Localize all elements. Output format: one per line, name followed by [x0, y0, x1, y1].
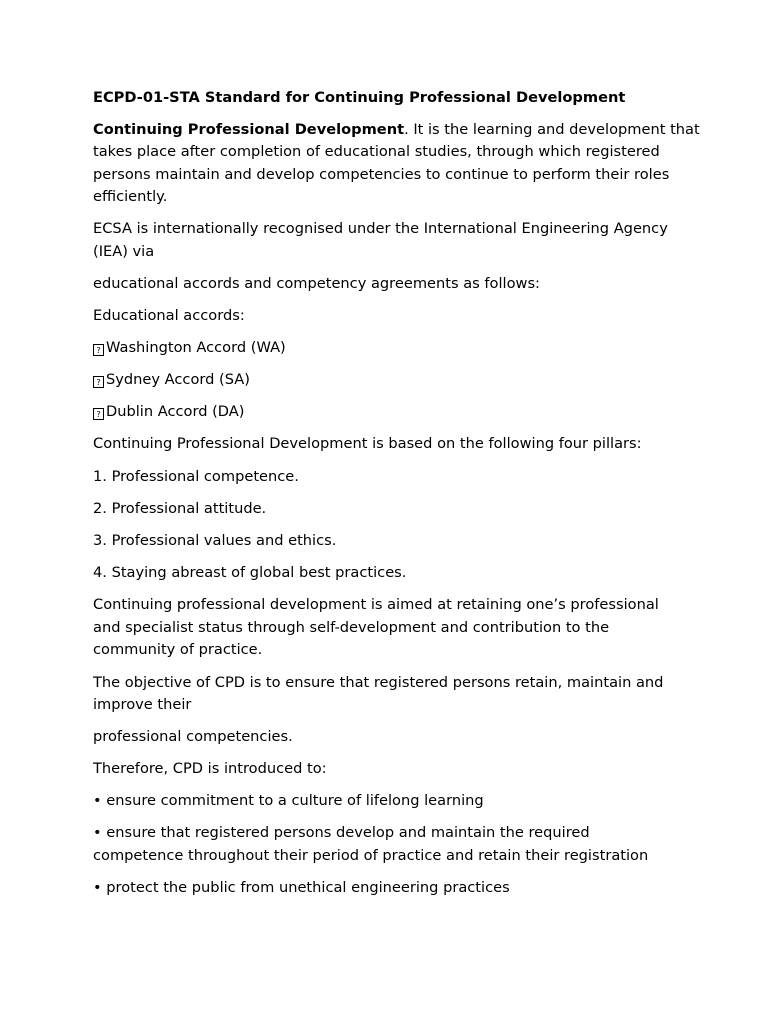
intro-line-2: takes place after completion of educational studies, through which registered: [93, 143, 660, 160]
missing-glyph-icon: ?: [93, 344, 104, 356]
purpose-item-competence-line-1: • ensure that registered persons develop and maintain the required: [93, 824, 590, 841]
therefore-line: Therefore, CPD is introduced to:: [93, 760, 327, 777]
accord-item-dublin: [93, 401, 693, 424]
pillar-item: 4. Staying abreast of global best practices.: [93, 564, 407, 581]
pillar-item: 1. Professional competence.: [93, 468, 299, 485]
purpose-item-protect: • protect the public from unethical engineering practices: [93, 879, 510, 896]
missing-glyph-icon: ?: [93, 408, 104, 420]
accords-intro: educational accords and competency agreements as follows:: [93, 275, 540, 292]
aim-line-3: community of practice.: [93, 641, 263, 658]
ecsa-line-2: (IEA) via: [93, 243, 155, 260]
intro-line-1: [93, 119, 700, 142]
aim-line-1: Continuing professional development is aimed at retaining one’s professional: [93, 596, 659, 613]
aim-line-2: and specialist status through self-development and contribution to the: [93, 619, 610, 636]
intro-line-1-rest: . It is the learning and development that: [404, 121, 700, 138]
purpose-item-lifelong: • ensure commitment to a culture of lifelong learning: [93, 792, 484, 809]
pillars-intro: Continuing Professional Development is based on the following four pillars:: [93, 435, 642, 452]
accord-item-sydney: [93, 369, 693, 392]
objective-line-1: The objective of CPD is to ensure that registered persons retain, maintain and: [93, 674, 664, 691]
missing-glyph-icon: ?: [93, 376, 104, 388]
accord-label: Dublin Accord (DA): [106, 403, 245, 420]
objective-line-2: improve their: [93, 696, 192, 713]
intro-line-4: efficiently.: [93, 188, 168, 205]
competencies-line: professional competencies.: [93, 728, 293, 745]
educational-accords-label: Educational accords:: [93, 307, 245, 324]
accord-label: Washington Accord (WA): [106, 339, 286, 356]
intro-term: Continuing Professional Development: [93, 121, 405, 138]
pillar-item: 2. Professional attitude.: [93, 500, 267, 517]
accord-label: Sydney Accord (SA): [106, 371, 250, 388]
pillar-item: 3. Professional values and ethics.: [93, 532, 337, 549]
accord-item-washington: [93, 337, 693, 360]
intro-line-3: persons maintain and develop competencies to continue to perform their roles: [93, 166, 670, 183]
purpose-item-competence-line-2: competence throughout their period of practice and retain their registration: [93, 847, 649, 864]
document-title: ECPD-01-STA Standard for Continuing Professional Development: [93, 89, 626, 106]
ecsa-line-1: ECSA is internationally recognised under the International Engineering Agency: [93, 220, 668, 237]
